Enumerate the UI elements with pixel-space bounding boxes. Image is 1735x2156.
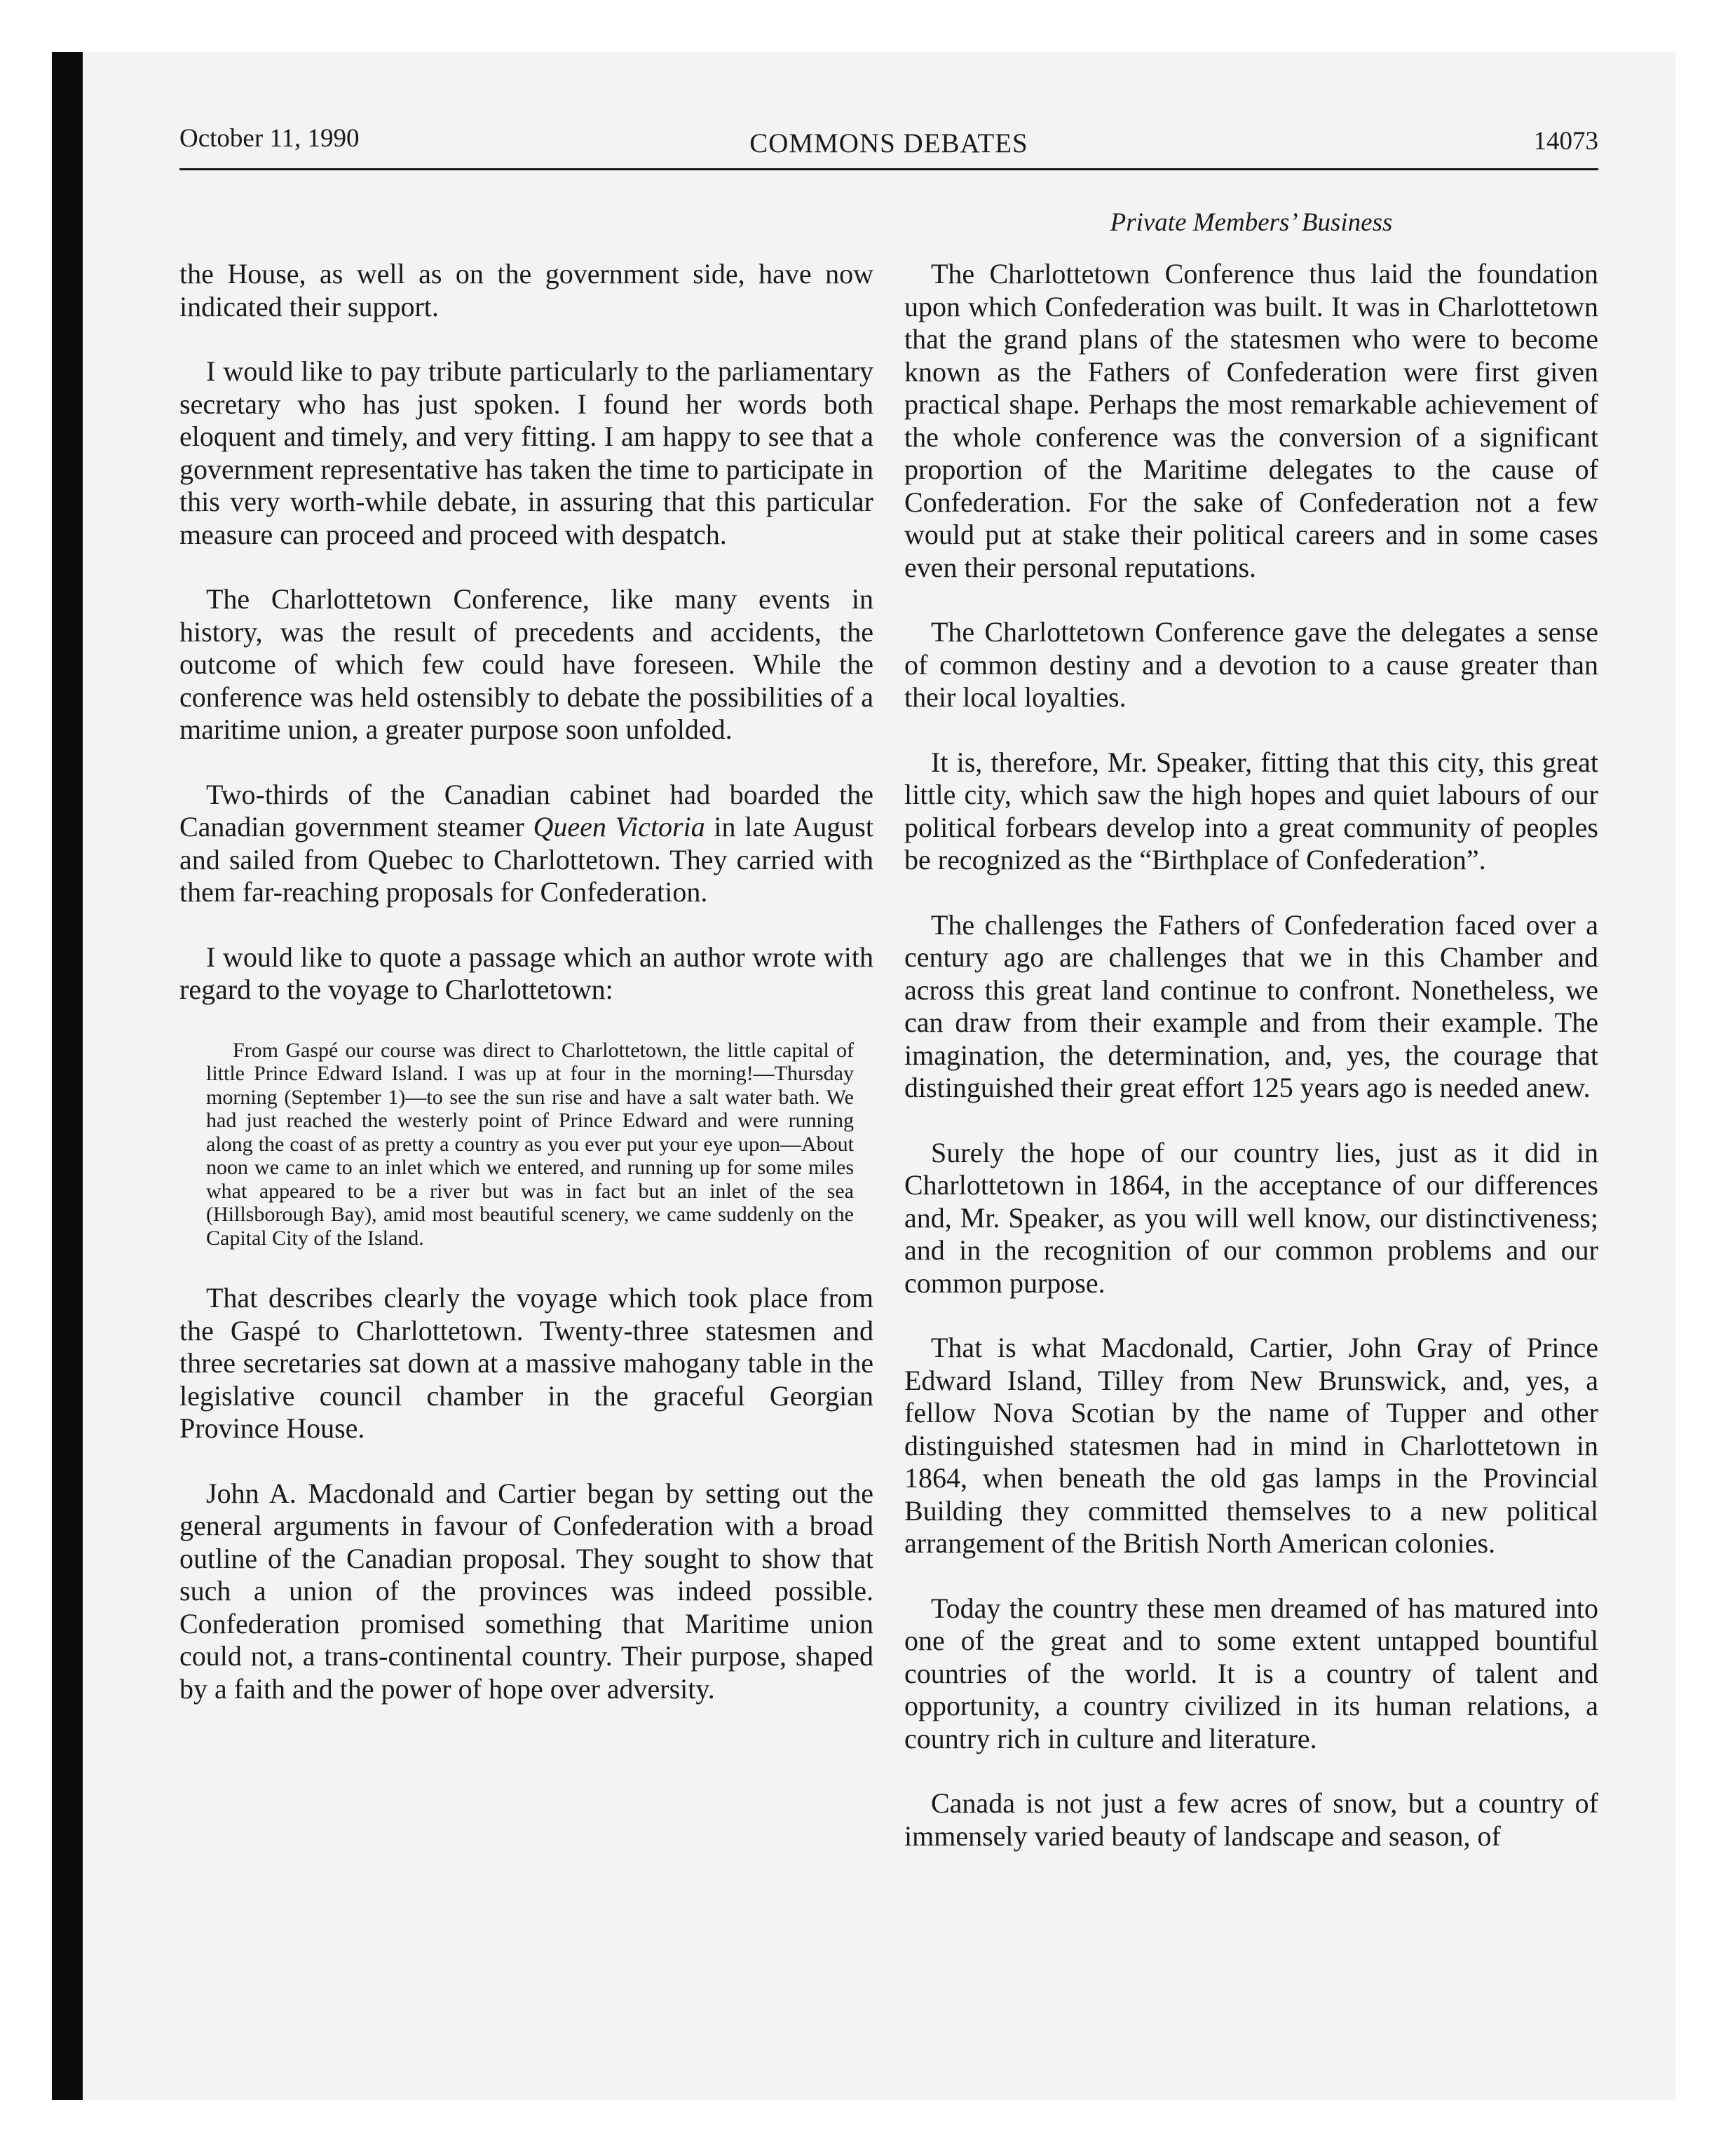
section-heading: Private Members’ Business — [1110, 208, 1393, 237]
page-header — [179, 123, 1598, 167]
left-paragraph-4 — [179, 779, 873, 909]
left-paragraph-1: the House, as well as on the government side, have now indicated their support. — [179, 258, 873, 322]
left-paragraph-4-start: Two-thirds of the Canadian cabinet had boarded the Canadian government steamer — [179, 778, 873, 842]
right-paragraph-5: Surely the hope of our country lies, just as it did in Charlottetown in 1864, in the acceptance of our differences and, Mr. Speaker, as you will well know, our distinctiveness; and in the recognition of our common problems and our common purpose. — [904, 1136, 1598, 1299]
right-paragraph-3: It is, therefore, Mr. Speaker, fitting that this city, this great little city, which saw the high hopes and quiet labours of our political forbears develop into a great community of peoples be recognized as the “Birthplace of Confederation”. — [904, 746, 1598, 875]
header-date: October 11, 1990 — [179, 124, 360, 153]
right-paragraph-4: The challenges the Fathers of Confederation faced over a century ago are challenges that we in this Chamber and across this great land continue to confront. Nonetheless, we can draw from their example and from their example. The imagination, the determination, and, yes, the courage that distinguished their great effort 125 years ago is needed anew. — [904, 908, 1598, 1103]
right-paragraph-8: Canada is not just a few acres of snow, but a country of immensely varied beauty of landscape and season, of — [904, 1787, 1598, 1852]
left-paragraph-2: I would like to pay tribute particularly to the parliamentary secretary who has just spoken. I found her words both eloquent and timely, and very fitting. I am happy to see that a government representative has taken the time to participate in this very worth-while debate, in assuring that this particular measure can proceed and proceed with despatch. — [179, 355, 873, 550]
header-rule — [179, 168, 1598, 170]
right-paragraph-2: The Charlottetown Conference gave the delegates a sense of common destiny and a devotion to a cause greater than their local loyalties. — [904, 616, 1598, 713]
left-paragraph-6: That describes clearly the voyage which took place from the Gaspé to Charlottetown. Twenty-three statesmen and three secretaries sat down at a massive mahogany table in the legislative council chamber in the graceful Georgian Province House. — [179, 1282, 873, 1444]
ship-name: Queen Victoria — [533, 811, 705, 842]
header-title: COMMONS DEBATES — [749, 128, 1028, 158]
block-quote: From Gaspé our course was direct to Charlottetown, the little capital of little Prince Edward Island. I was up at four in the morning!—Thursday morning (September 1)—to see the sun rise and have a salt water bath. We had just reached the westerly point of Prince Edward and were running along the coast of as pretty a country as you ever put your eye upon—About noon we came to an inlet which we entered, and running up for some miles what appeared to be a river but was in fact but an inlet of the sea (Hillsborough Bay), amid most beautiful scenery, we came suddenly on the Capital City of the Island. — [206, 1038, 854, 1250]
right-column — [904, 258, 1598, 1885]
left-paragraph-7: John A. Macdonald and Cartier began by setting out the general arguments in favour of Confederation with a broad outline of the Canadian proposal. They sought to show that such a union of the provinces was indeed possible. Confederation promised something that Maritime union could not, a trans-continental country. Their purpose, shaped by a faith and the power of hope over adversity. — [179, 1477, 873, 1705]
left-paragraph-4-end: in late August and sailed from Quebec to Charlottetown. They carried with them far-reaching proposals for Confederation. — [179, 811, 873, 908]
scan-edge-shadow — [52, 52, 83, 2100]
right-paragraph-6: That is what Macdonald, Cartier, John Gray of Prince Edward Island, Tilley from New Brunswick, and, yes, a fellow Nova Scotian by the name of Tupper and other distinguished statesmen had in mind in Charlottetown in 1864, when beneath the old gas lamps in the Provincial Building they committed themselves to a new political arrangement of the British North American colonies. — [904, 1332, 1598, 1559]
left-paragraph-3: The Charlottetown Conference, like many events in history, was the result of precedents and accidents, the outcome of which few could have foreseen. While the conference was held ostensibly to debate the possibilities of a maritime union, a greater purpose soon unfolded. — [179, 583, 873, 745]
right-paragraph-7: Today the country these men dreamed of has matured into one of the great and to some extent untapped bountiful countries of the world. It is a country of talent and opportunity, a country civilized in its human relations, a country rich in culture and literature. — [904, 1592, 1598, 1754]
left-paragraph-5: I would like to quote a passage which an author wrote with regard to the voyage to Charlottetown: — [179, 941, 873, 1005]
left-column — [179, 258, 873, 1738]
right-paragraph-1: The Charlottetown Conference thus laid the foundation upon which Confederation was built. It was in Charlottetown that the grand plans of the statesmen who were to become known as the Fathers of Confederation were first given practical shape. Perhaps the most remarkable achievement of the whole conference was the conversion of a significant proportion of the Maritime delegates to the cause of Confederation. For the sake of Confederation not a few would put at stake their political careers and in some cases even their personal reputations. — [904, 258, 1598, 583]
header-page-number: 14073 — [1533, 127, 1598, 156]
